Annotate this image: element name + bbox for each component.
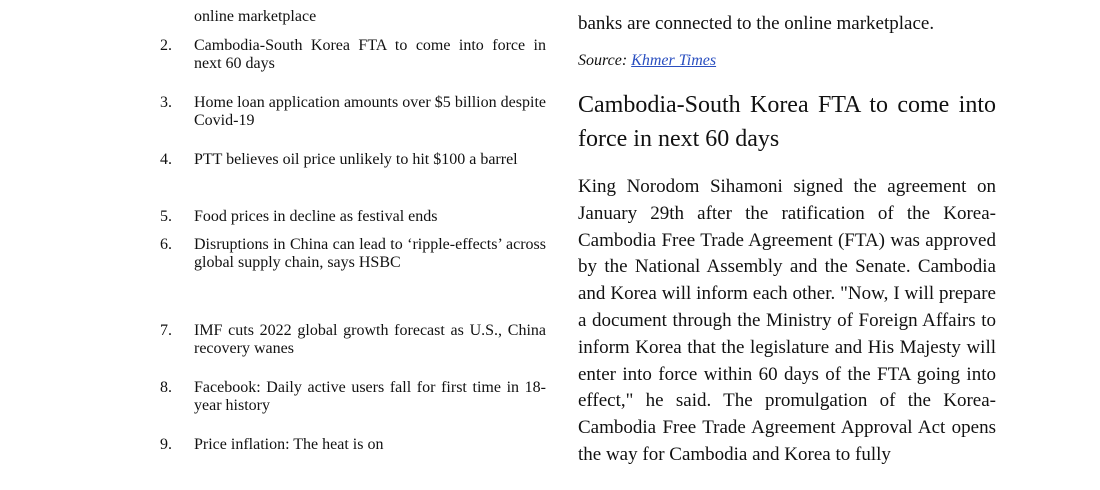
list-item-number: 9. <box>160 436 172 453</box>
source-link[interactable]: Khmer Times <box>631 52 717 69</box>
list-item-text: Food prices in decline as festival ends <box>194 208 438 225</box>
list-item-text: IMF cuts 2022 global growth forecast as U.S., China recovery wanes <box>194 322 546 357</box>
list-item-number: 8. <box>160 379 172 396</box>
source-label: Source: <box>578 52 628 69</box>
previous-paragraph-tail: banks are connected to the online marketplace. <box>578 13 935 34</box>
article-heading: Cambodia-South Korea FTA to come into force in next 60 days <box>578 92 996 152</box>
list-item-text: PTT believes oil price unlikely to hit $100 a barrel <box>194 151 518 168</box>
list-item-number: 6. <box>160 236 172 253</box>
list-item-number: 5. <box>160 208 172 225</box>
list-item-text: Facebook: Daily active users fall for first time in 18-year history <box>194 379 546 414</box>
list-item-number: 7. <box>160 322 172 339</box>
list-item-text: Price inflation: The heat is on <box>194 436 384 453</box>
source-line <box>578 52 716 70</box>
list-item-text: online marketplace <box>194 8 317 25</box>
list-item-number: 3. <box>160 94 172 111</box>
article-body: King Norodom Sihamoni signed the agreement on January 29th after the ratification of the Korea-Cambodia Free Trade Agreement (FTA) was approved by the National Assembly and the Senate. Cambodia and Korea will inform each other. "Now, I will prepare a document through the Ministry of Foreign Affairs to inform Korea that the legislature and His Majesty will enter into force within 60 days of the FTA going into effect," he said. The promulgation of the Korea-Cambodia Free Trade Agreement Approval Act opens the way for Cambodia and Korea to fully <box>578 176 996 465</box>
list-item-text: Home loan application amounts over $5 billion despite Covid-19 <box>194 94 546 129</box>
list-item-number: 4. <box>160 151 172 168</box>
list-item-text: Disruptions in China can lead to ‘ripple-effects’ across global supply chain, says HSBC <box>194 236 546 271</box>
list-item-text: Cambodia-South Korea FTA to come into force in next 60 days <box>194 37 546 72</box>
list-item-number: 2. <box>160 37 172 54</box>
